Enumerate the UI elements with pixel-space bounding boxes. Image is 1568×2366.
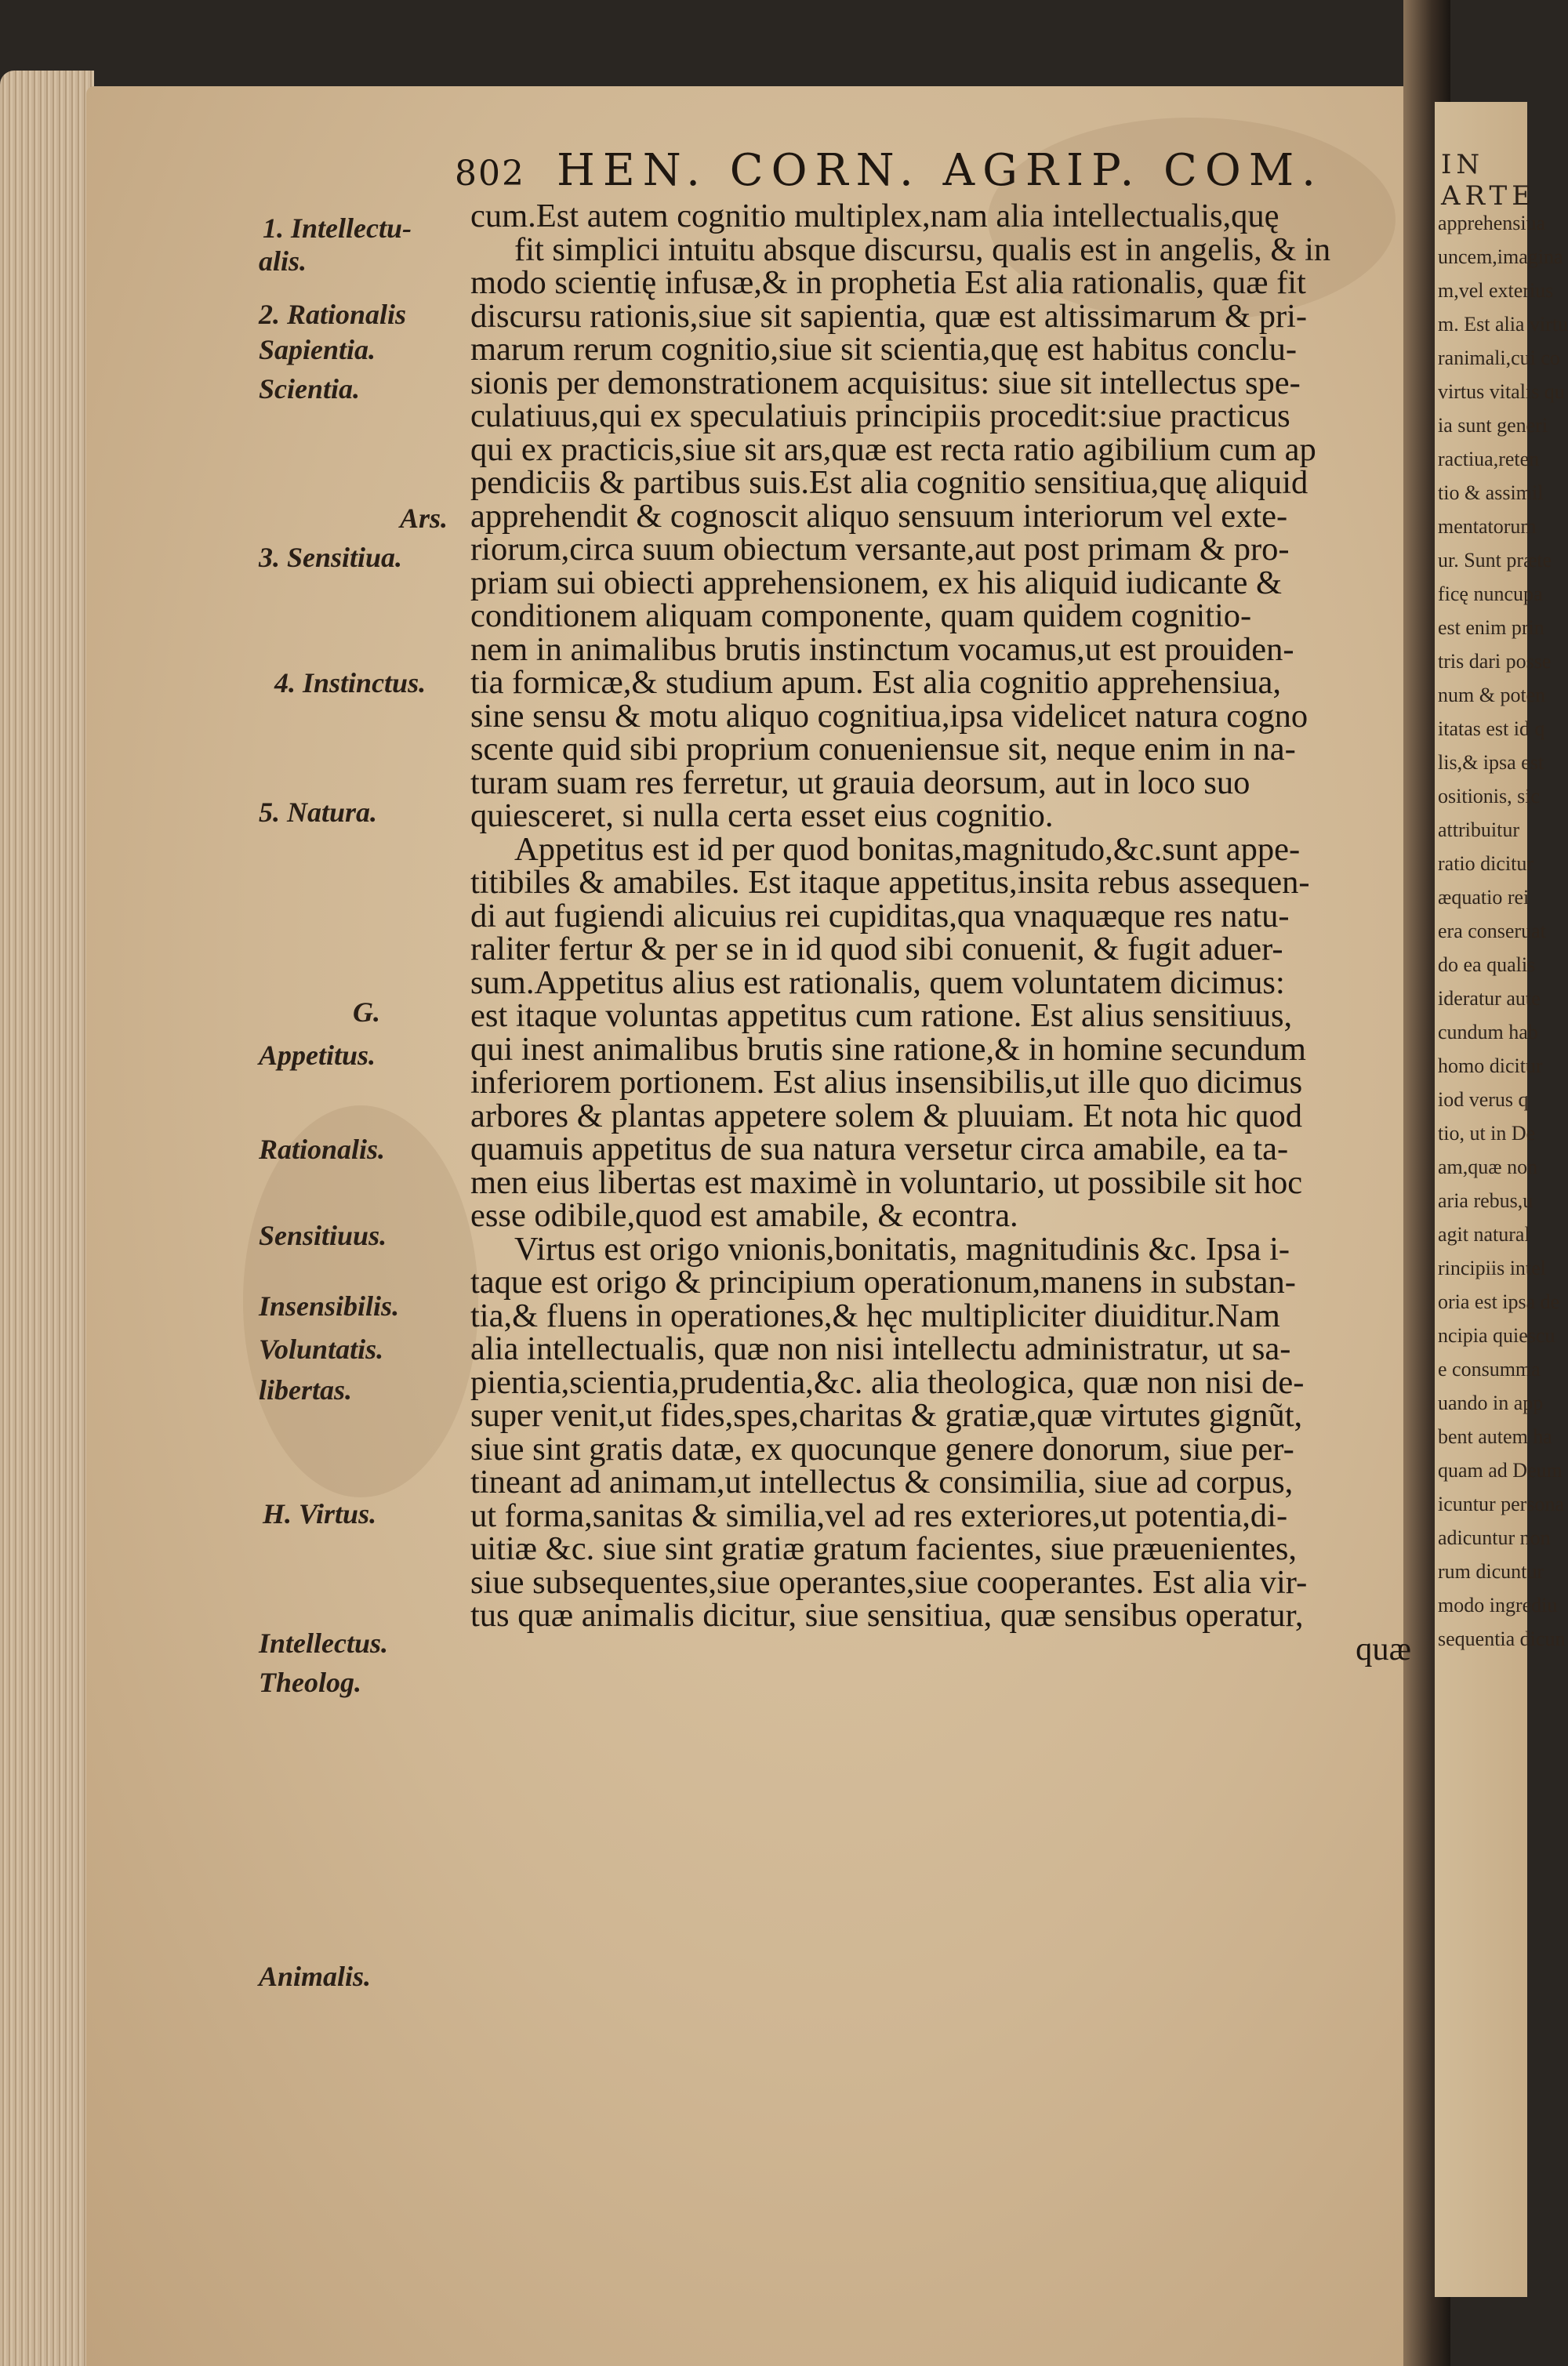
text-line: esse odibile,quod est amabile, & econtra.: [470, 1197, 1018, 1234]
facing-page-fragment: icuntur persona: [1438, 1493, 1565, 1515]
facing-page-fragment: m. Est alia virtu: [1438, 313, 1568, 336]
text-line: uitiæ &c. siue sint gratiæ gratum facientes, siue præuenientes,: [470, 1530, 1298, 1567]
facing-page-fragment: æquatio rei: [1438, 886, 1530, 909]
text-line: riorum,circa suum obiectum versante,aut post primam & pro-: [470, 531, 1290, 568]
margin-note: Animalis.: [259, 1961, 372, 1992]
text-line: siue subsequentes,siue operantes,siue cooperantes. Est alia vir-: [470, 1563, 1308, 1601]
text-line: sionis per demonstrationem acquisitus: siue sit intellectus spe-: [470, 364, 1301, 401]
facing-page-fragment: ur. Sunt præte: [1438, 549, 1552, 572]
facing-page-fragment: uncem,imagina: [1438, 245, 1563, 268]
text-line: Virtus est origo vnionis,bonitatis, magnitudinis &c. Ipsa i-: [514, 1230, 1290, 1268]
facing-page-fragment: e consumma: [1438, 1358, 1541, 1381]
text-line: quiesceret, si nulla certa esset eius cognitio.: [470, 797, 1054, 834]
margin-note: 1. Intellectu-: [263, 212, 412, 244]
text-line: turam suam res ferretur, ut grauia deorsum, aut in loco suo: [470, 764, 1250, 801]
facing-page-fragment: bent autem ha: [1438, 1425, 1552, 1448]
text-line: sum.Appetitus alius est rationalis, quem voluntatem dicimus:: [470, 963, 1285, 1001]
text-line: culatiuus,qui ex speculatiuis principiis procedit:siue practicus: [470, 397, 1290, 434]
text-line: di aut fugiendi alicuius rei cupiditas,qua vnaquæque res natu-: [470, 897, 1290, 934]
facing-page-fragment: ractiua,reten: [1438, 448, 1540, 470]
margin-note: Insensibilis.: [259, 1290, 400, 1322]
facing-page-fragment: ia sunt generi: [1438, 414, 1548, 437]
margin-note: 4. Instinctus.: [274, 667, 426, 699]
margin-note: Voluntatis.: [259, 1334, 384, 1365]
text-line: qui inest animalibus brutis sine ratione,& in homine secundum: [470, 1030, 1306, 1068]
facing-page-fragment: cundum hab: [1438, 1021, 1538, 1043]
facing-page-fragment: tio & assimil: [1438, 481, 1544, 504]
text-line: tineant ad animam,ut intellectus & consimilia, siue ad corpus,: [470, 1464, 1294, 1501]
margin-note: H. Virtus.: [263, 1498, 377, 1530]
text-line: conditionem aliquam componente, quam quidem cognitio-: [470, 597, 1252, 634]
text-line: modo scientię infusæ,& in prophetia Est alia rationalis, quæ fit: [470, 264, 1306, 301]
margin-note: 3. Sensitiua.: [259, 542, 403, 573]
facing-page-fragment: lis,& ipsa est: [1438, 751, 1544, 774]
facing-page-fragment: rum dicuntur: [1438, 1560, 1544, 1583]
margin-note: Intellectus.: [259, 1628, 389, 1659]
facing-page-fragment: tris dari posse: [1438, 650, 1552, 673]
text-line: apprehendit & cognoscit aliquo sensuum interiorum vel exte-: [470, 497, 1288, 535]
margin-note: 5. Natura.: [259, 797, 378, 828]
facing-page-fragment: num & poten: [1438, 684, 1546, 706]
text-line: discursu rationis,siue sit sapientia, quæ est altissimarum & pri-: [470, 297, 1308, 335]
facing-page-fragment: homo dicitur: [1438, 1054, 1543, 1077]
facing-page-fragment: agit natural: [1438, 1223, 1530, 1246]
text-line: pientia,scientia,prudentia,&c. alia theologica, quæ non nisi de-: [470, 1363, 1305, 1401]
text-line: scente quid sibi proprium conueniensue sit, neque enim in na-: [470, 731, 1296, 767]
text-line: ut forma,sanitas & similia,vel ad res exteriores,ut potentia,di-: [470, 1497, 1288, 1534]
margin-note: G.: [353, 996, 380, 1028]
facing-page-fragment: ratio dicitur: [1438, 852, 1534, 875]
running-title: HEN. CORN. AGRIP. COM.: [556, 145, 1323, 196]
text-line: men eius libertas est maximè in voluntario, ut possibile sit hoc: [470, 1163, 1303, 1201]
text-line: Appetitus est id per quod bonitas,magnitudo,&c.sunt appe-: [514, 830, 1301, 868]
text-line: tus quæ animalis dicitur, siue sensitiua, quæ sensibus operatur,: [470, 1597, 1304, 1634]
facing-page-fragment: era conseruat: [1438, 920, 1546, 942]
text-line: est itaque voluntas appetitus cum ratione. Est alius sensitiuus,: [470, 997, 1293, 1034]
margin-note: Rationalis.: [259, 1134, 386, 1165]
facing-page-fragment: aria rebus,u: [1438, 1189, 1534, 1212]
margin-note: Appetitus.: [259, 1040, 376, 1071]
text-line: pendiciis & partibus suis.Est alia cognitio sensitiua,quę aliquid: [470, 464, 1308, 501]
facing-page-fragment: adicuntur non: [1438, 1526, 1551, 1549]
text-line: inferiorem portionem. Est alius insensibilis,ut ille quo dicimus: [470, 1064, 1303, 1101]
margin-note: libertas.: [259, 1374, 353, 1406]
facing-page-fragment: ositionis, sic: [1438, 785, 1541, 807]
facing-page-fragment: attribuitur: [1438, 818, 1519, 841]
margin-note: Ars.: [400, 503, 448, 534]
margin-note: Sapientia.: [259, 334, 376, 365]
facing-page-fragment: oria est ipsa de: [1438, 1290, 1560, 1313]
facing-page-head: IN ARTE: [1441, 149, 1537, 212]
facing-page-fragment: mentatorum: [1438, 515, 1537, 538]
margin-note: Sensitiuus.: [259, 1220, 387, 1251]
text-line: cum.Est autem cognitio multiplex,nam alia intellectualis,quę: [470, 198, 1279, 234]
text-line: tia,& fluens in operationes,& hęc multipliciter diuiditur.Nam: [470, 1297, 1280, 1334]
text-line: taque est origo & principium operationum,manens in substan-: [470, 1264, 1296, 1301]
facing-page-fragment: tio, ut in De: [1438, 1122, 1536, 1145]
text-line: arbores & plantas appetere solem & pluuiam. Et nota hic quod: [470, 1097, 1303, 1134]
facing-page-fragment: virtus vitalis qu: [1438, 380, 1565, 403]
text-line: tia formicæ,& studium apum. Est alia cognitio apprehensiua,: [470, 664, 1281, 701]
text-line: nem in animalibus brutis instinctum vocamus,ut est prouiden-: [470, 630, 1294, 668]
facing-page-fragment: ranimali,cui co: [1438, 347, 1560, 369]
facing-page-fragment: m,vel exterius: [1438, 279, 1554, 302]
margin-note: alis.: [259, 245, 307, 277]
facing-page-fragment: est enim prin: [1438, 616, 1544, 639]
text-line: siue sint gratis datæ, ex quocunque genere donorum, siue per-: [470, 1430, 1294, 1468]
page-number: 802: [455, 154, 525, 194]
facing-page-fragment: quam ad Deum: [1438, 1459, 1563, 1482]
text-line: alia intellectualis, quæ non nisi intellectu administratur, ut sa-: [470, 1330, 1291, 1367]
facing-page: [1435, 102, 1568, 2297]
margin-note: Scientia.: [259, 373, 361, 405]
facing-page-fragment: uando in app: [1438, 1392, 1544, 1414]
text-line: quamuis appetitus de sua natura versetur circa amabile, ea ta-: [470, 1130, 1289, 1167]
text-line: sine sensu & motu aliquo cognitiua,ipsa videlicet natura cogno: [470, 697, 1308, 735]
facing-page-fragment: itatas est id q: [1438, 717, 1545, 740]
main-text-column: [470, 200, 1411, 1666]
facing-page-fragment: iod verus q: [1438, 1088, 1529, 1111]
text-line: super venit,ut fides,spes,charitas & gratiæ,quæ virtutes gignũt,: [470, 1397, 1303, 1434]
facing-page-fragment: am,quæ non: [1438, 1156, 1538, 1178]
facing-page-fragment: apprehensiua: [1438, 212, 1546, 234]
margin-note: Theolog.: [259, 1667, 361, 1698]
text-line: qui ex practicis,siue sit ars,quæ est recta ratio agibilium cum ap: [470, 430, 1316, 468]
facing-page-fragment: sequentia dicun: [1438, 1628, 1566, 1650]
margin-note: 2. Rationalis: [259, 299, 407, 330]
facing-page-fragment: rincipiis intel: [1438, 1257, 1546, 1279]
facing-page-fragment: ficę nuncupa: [1438, 582, 1543, 605]
facing-page-fragment: modo ingrediu: [1438, 1594, 1558, 1617]
facing-page-fragment: ncipia quiescu: [1438, 1324, 1555, 1347]
text-line: marum rerum cognitio,siue sit scientia,quę est habitus conclu-: [470, 331, 1297, 368]
text-line: priam sui obiecti apprehensionem, ex his aliquid iudicante &: [470, 564, 1283, 601]
text-line: raliter fertur & per se in id quod sibi conuenit, & fugit aduer-: [470, 931, 1283, 967]
catchword: quæ: [1356, 1630, 1411, 1667]
text-line: titibiles & amabiles. Est itaque appetitus,insita rebus assequen-: [470, 864, 1310, 901]
facing-page-fragment: ideratur aute: [1438, 987, 1541, 1010]
text-line: fit simplici intuitu absque discursu, qualis est in angelis, & in: [514, 230, 1331, 268]
facing-page-fragment: do ea qualis: [1438, 953, 1536, 976]
book-page-edges: [0, 71, 94, 2366]
